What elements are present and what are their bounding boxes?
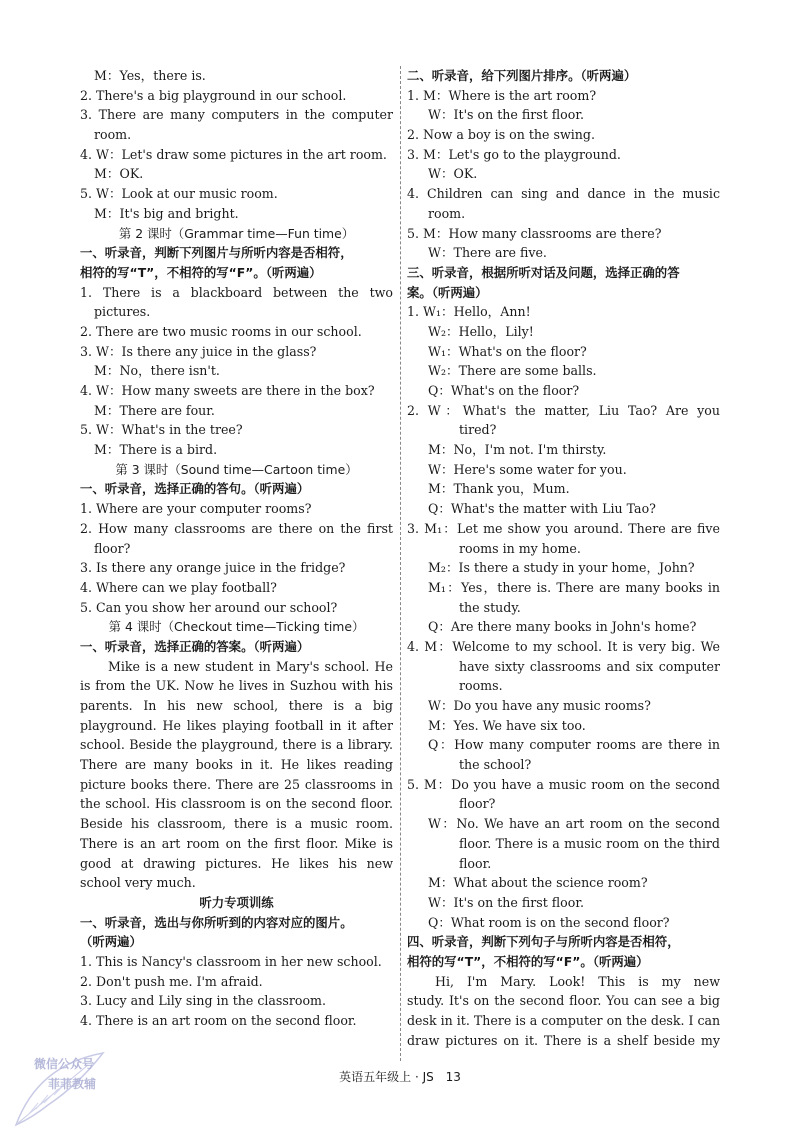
text-line: floor? [94, 540, 131, 556]
right-column [407, 66, 720, 1050]
text-line: W：No. We have an art room on the second [428, 816, 720, 832]
section-heading: 四、听录音，判断下列句子与所听内容是否相符， [407, 934, 680, 950]
text-line: W₁：What's on the floor? [428, 343, 587, 359]
column-divider [400, 66, 401, 1061]
section-heading: 第 3 课时（Sound time—Cartoon time） [115, 461, 358, 477]
text-line: 2. There are two music rooms in our school. [80, 323, 362, 339]
text-line: playground. He likes playing football in it after [80, 717, 393, 733]
text-line: M：What about the science room? [428, 875, 648, 891]
text-line: Beside his classroom, there is a music room. [80, 816, 393, 832]
text-line: Q：Are there many books in John's home? [428, 619, 697, 635]
section-heading: 相符的写“T”，不相符的写“F”。（听两遍） [80, 264, 322, 280]
text-line: tired? [459, 422, 497, 438]
section-heading: 第 4 课时（Checkout time—Ticking time） [108, 619, 365, 635]
text-line: There are many books in it. He likes reading [80, 757, 393, 773]
text-line: M：OK. [94, 166, 144, 182]
text-line: 4. There is an art room on the second floor. [80, 1013, 357, 1028]
text-line: rooms. [459, 678, 503, 694]
left-column [80, 66, 393, 1031]
text-line: 1. This is Nancy's classroom in her new school. [80, 953, 382, 969]
text-line: 5. W：What's in the tree? [80, 422, 243, 438]
text-line: rooms in my home. [459, 540, 581, 556]
section-heading: 相符的写“T”，不相符的写“F”。（听两遍） [407, 953, 649, 969]
text-line: floor? [459, 796, 496, 812]
text-line: M：There are four. [94, 402, 215, 418]
text-line: 3. Lucy and Lily sing in the classroom. [80, 993, 326, 1009]
text-line: 4. Where can we play football? [80, 579, 277, 595]
section-heading: 一、听录音，选出与你所听到的内容对应的图片。 [80, 914, 353, 930]
text-line: good at drawing pictures. He likes his new [80, 855, 393, 871]
text-line: Q：What room is on the second floor? [428, 914, 670, 930]
text-line: 2. Don't push me. I'm afraid. [80, 973, 263, 989]
text-line: is from the UK. Now he lives in Suzhou with his [80, 678, 393, 694]
text-line: M：No，I'm not. I'm thirsty. [428, 442, 607, 458]
text-line: draw pictures on it. There is a shelf beside my [407, 1032, 720, 1048]
text-line: 5. Can you show her around our school? [80, 599, 338, 615]
text-line: M：There is a bird. [94, 442, 218, 458]
watermark-line2: 菲菲教辅 [48, 1077, 97, 1091]
text-line: M₂：Is there a study in your home，John? [428, 560, 695, 576]
text-line: W：Do you have any music rooms? [428, 698, 651, 713]
watermark-line1: 微信公众号 [34, 1057, 95, 1071]
section-heading: 三、听录音，根据所听对话及问题，选择正确的答 [407, 264, 680, 280]
text-line: M：Yes，there is. [94, 68, 206, 83]
text-line: 3. M₁：Let me show you around. There are five [407, 520, 720, 536]
footer-label: 英语五年级上 · JS [339, 1070, 434, 1084]
text-line: 5. M：Do you have a music room on the second [407, 776, 720, 792]
text-line: the study. [459, 599, 521, 615]
text-line: 2. There's a big playground in our school. [80, 87, 347, 103]
text-line: 1. W₁：Hello，Ann! [407, 304, 531, 320]
text-line: 2. How many classrooms are there on the first [80, 520, 393, 536]
text-line: room. [94, 127, 132, 143]
text-line: M₁：Yes，there is. There are many books in [428, 579, 720, 595]
text-line: floor. [459, 855, 492, 871]
text-line: 4. W：How many sweets are there in the box? [80, 383, 375, 398]
text-line: 3. M：Let's go to the playground. [407, 146, 621, 162]
text-line: There is an art room on the first floor. Mike is [80, 835, 393, 851]
text-line: W：Here's some water for you. [428, 461, 627, 477]
text-line: 2. Now a boy is on the swing. [407, 127, 595, 143]
text-line: 1. There is a blackboard between the two [80, 284, 393, 300]
text-line: 5. W：Look at our music room. [80, 186, 278, 202]
text-line: have sixty classrooms and six computer [459, 658, 720, 674]
text-line: room. [428, 205, 466, 221]
text-line: 4. Children can sing and dance in the music [407, 186, 720, 202]
text-line: the school? [459, 757, 532, 773]
text-line: school very much. [80, 875, 196, 891]
text-line: pictures. [94, 304, 151, 320]
section-heading: 一、听录音，选择正确的答案。（听两遍） [80, 638, 310, 654]
text-line: M：Thank you，Mum. [428, 481, 570, 497]
text-line: Q：What's the matter with Liu Tao? [428, 501, 656, 517]
text-line: Mike is a new student in Mary's school. He [108, 658, 393, 674]
text-line: W₂：There are some balls. [428, 363, 597, 379]
text-line: 2. W：What's the matter, Liu Tao? Are you [407, 402, 720, 418]
text-line: 1. Where are your computer rooms? [80, 501, 312, 517]
text-line: M：It's big and bright. [94, 205, 239, 221]
section-heading: （听两遍） [80, 934, 142, 950]
text-line: M：No，there isn't. [94, 363, 220, 379]
page-number: 13 [445, 1070, 461, 1084]
text-line: Q：What's on the floor? [428, 383, 580, 398]
text-line: W：It's on the first floor. [428, 894, 584, 910]
text-line: floor. There is a music room on the third [459, 835, 720, 851]
text-line: parents. In his new school, there is a big [80, 698, 393, 713]
section-heading: 案。（听两遍） [407, 284, 488, 300]
text-line: W：OK. [428, 166, 478, 182]
section-heading: 听力专项训练 [199, 894, 274, 910]
section-heading: 二、听录音，给下列图片排序。（听两遍） [407, 68, 637, 83]
text-line: 4. M：Welcome to my school. It is very big. We [407, 638, 720, 654]
section-heading: 一、听录音，判断下列图片与所听内容是否相符， [80, 245, 353, 261]
text-line: W：There are five. [428, 245, 547, 261]
text-line: 3. There are many computers in the computer [80, 107, 393, 123]
text-line: 3. W：Is there any juice in the glass? [80, 343, 317, 359]
watermark [8, 1045, 128, 1140]
text-line: Hi, I'm Mary. Look! This is my new [435, 973, 720, 989]
text-line: picture books there. There are 25 classrooms in [80, 776, 393, 792]
text-line: W₂：Hello，Lily! [428, 323, 534, 339]
text-line: 4. W：Let's draw some pictures in the art room. [80, 146, 387, 162]
text-line: school. Beside the playground, there is a library. [80, 737, 393, 753]
text-line: desk in it. There is a computer on the desk. I can [407, 1013, 720, 1028]
section-heading: 第 2 课时（Grammar time—Fun time） [118, 225, 355, 241]
section-heading: 一、听录音，选择正确的答句。（听两遍） [80, 481, 310, 497]
text-line: M：Yes. We have six too. [428, 717, 586, 733]
text-line: Q：How many computer rooms are there in [428, 737, 720, 753]
text-line: W：It's on the first floor. [428, 107, 584, 123]
text-line: 1. M：Where is the art room? [407, 87, 597, 103]
text-line: 5. M：How many classrooms are there? [407, 225, 662, 241]
text-line: 3. Is there any orange juice in the fridge? [80, 560, 346, 576]
text-line: study. It's on the second floor. You can see a big [407, 993, 720, 1009]
text-line: the school. His classroom is on the second floor. [80, 796, 393, 812]
